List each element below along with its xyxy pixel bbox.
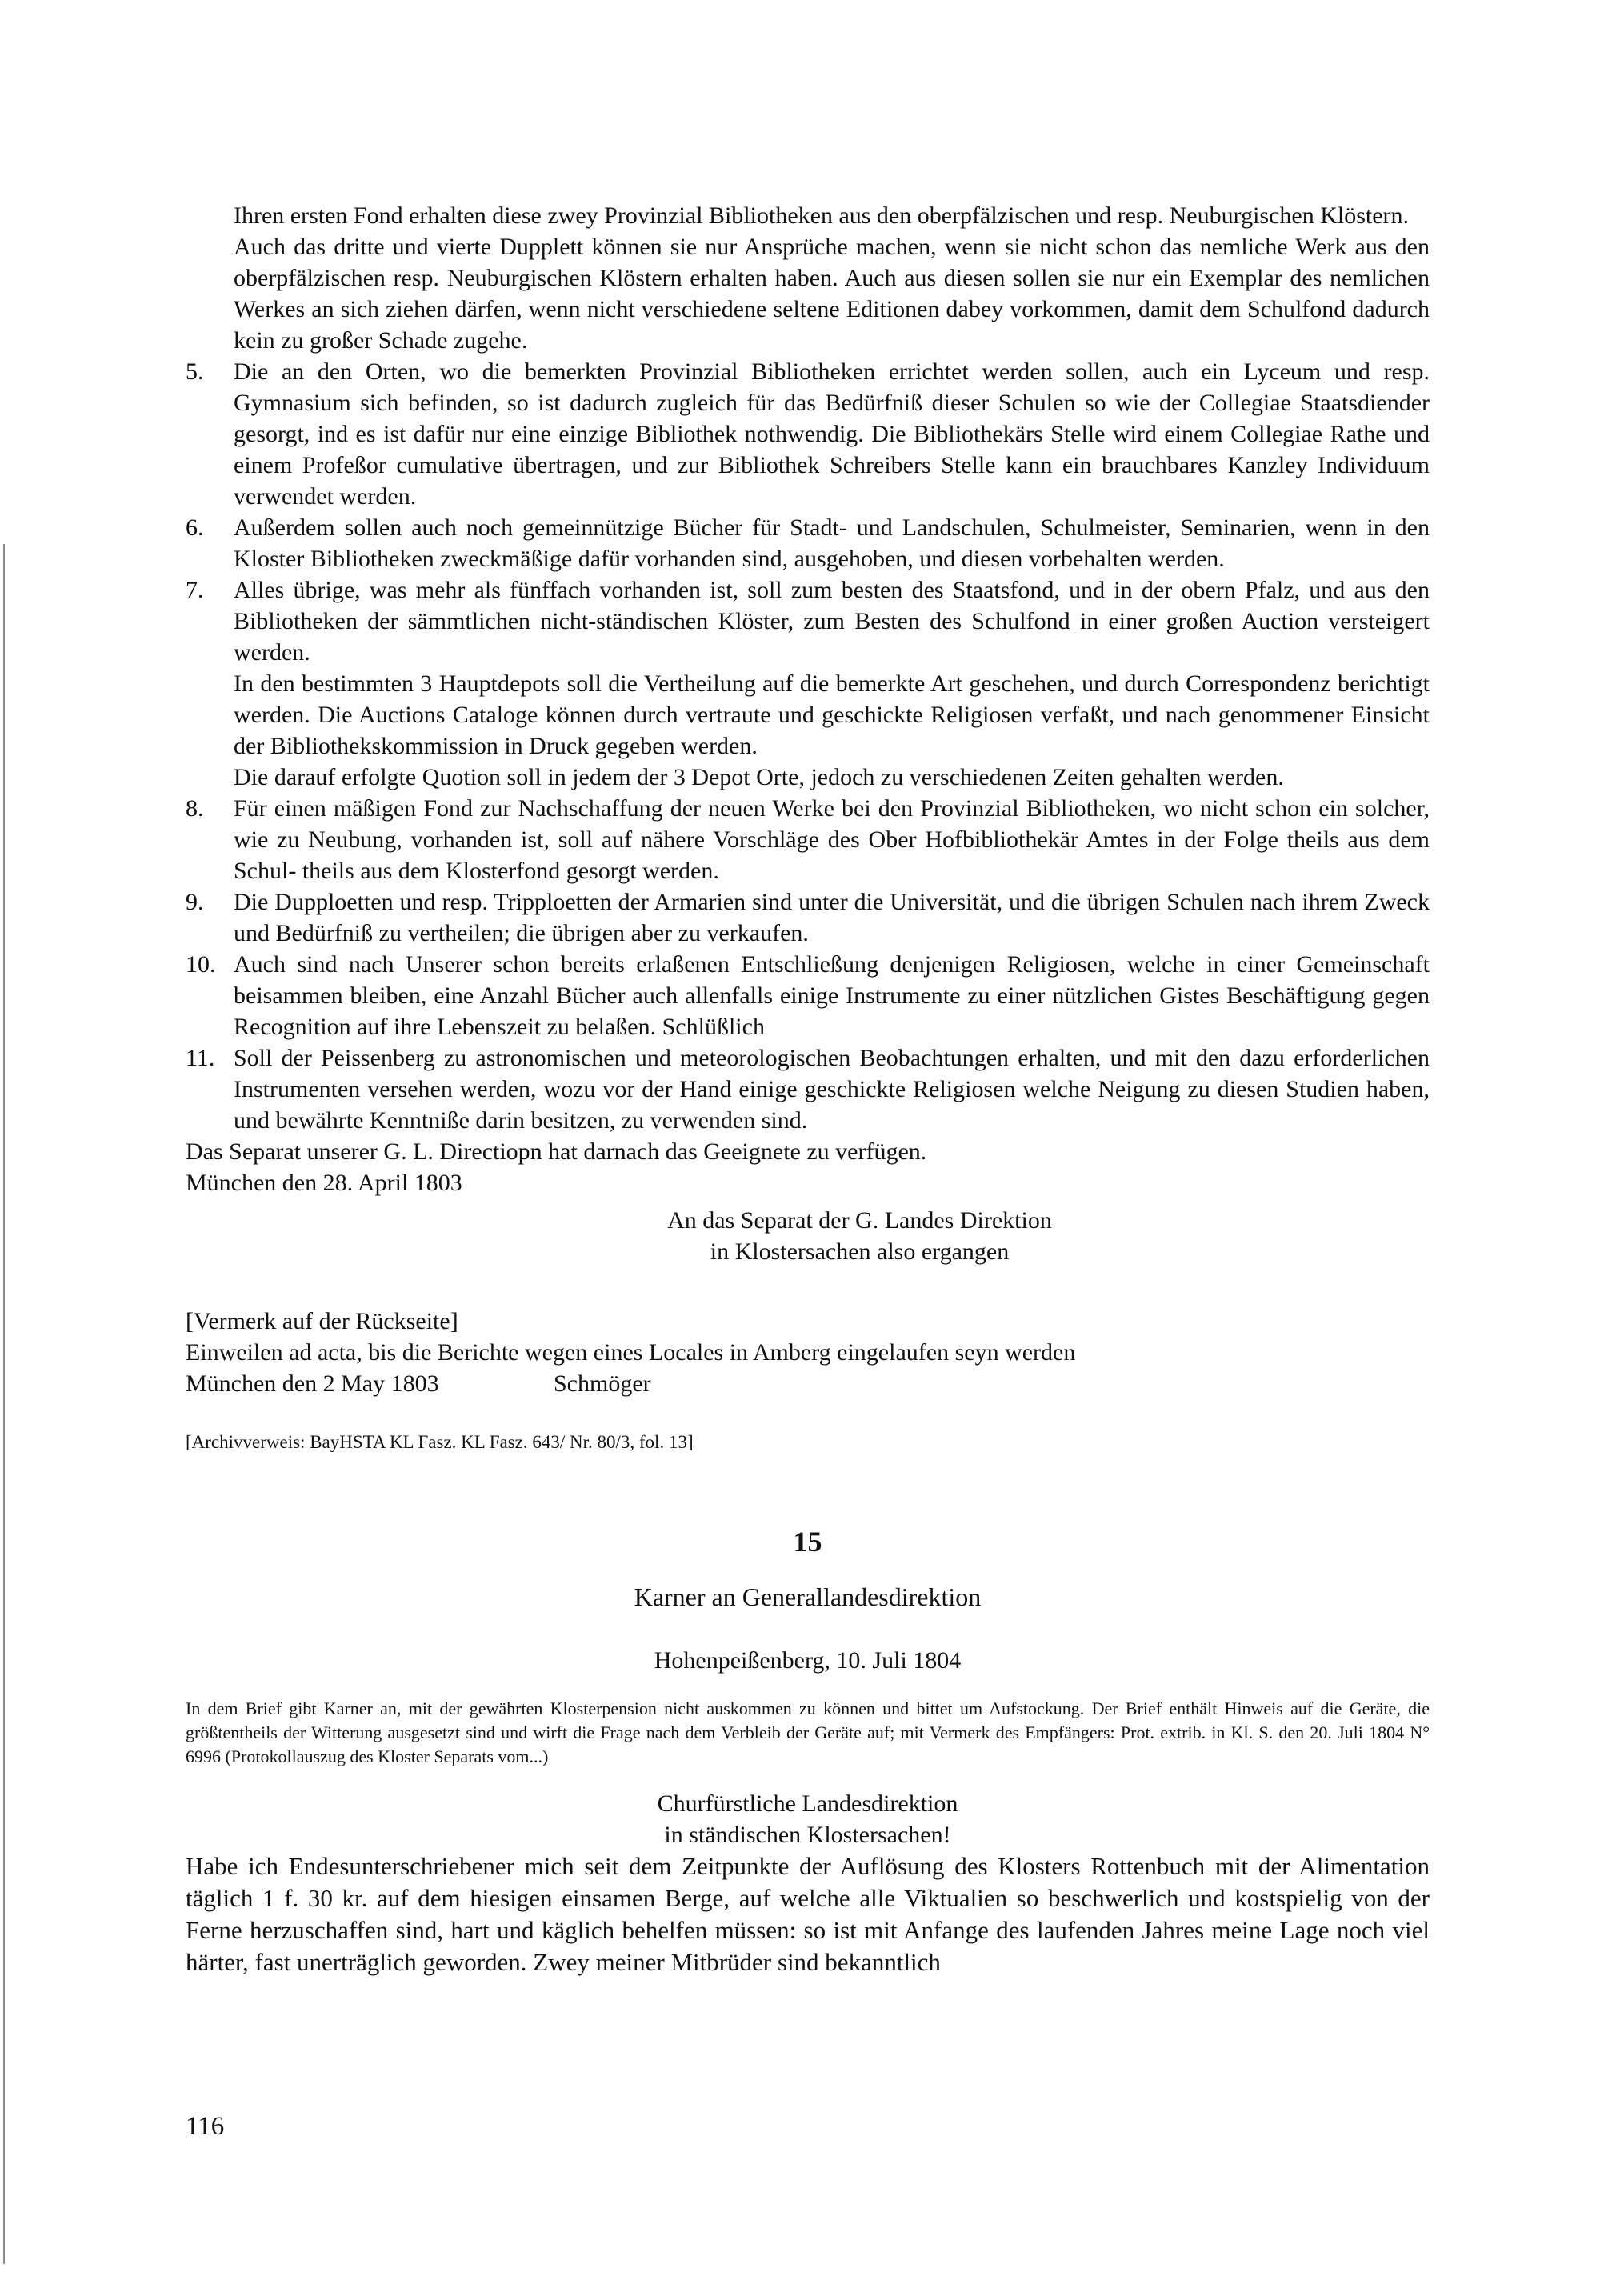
item-text: In den bestimmten 3 Hauptdepots soll die Vertheilung auf die bemerkte Art geschehen, und durch Correspondenz berichtigt werden. Die Auctions Cataloge können durch vertraute und geschickte Religiosen verfaßt, und nach genommener Einsicht der Bibliothekskommission in Druck gegeben werden. — [234, 670, 1430, 759]
verso-label: [Vermerk auf der Rückseite] — [186, 1308, 458, 1334]
list-item — [186, 356, 1430, 512]
verso-text: Einweilen ad acta, bis die Berichte wegen eines Locales in Amberg eingelaufen seyn werden — [186, 1339, 1076, 1366]
numbered-list — [186, 356, 1430, 1136]
closing-address — [186, 1205, 1430, 1267]
item-number: 7. — [186, 577, 204, 603]
item-text: Die Dupploetten und resp. Tripploetten der Armarien sind unter die Universität, und die übrigen Schulen nach ihrem Zweck und Bedürfniß zu vertheilen; die übrigen aber zu verkaufen. — [234, 889, 1430, 946]
verso-signature-row — [186, 1368, 1430, 1399]
item-text: Soll der Peissenberg zu astronomischen und meteorologischen Beobachtungen erhalten, und mit den dazu erforderlichen Instrumenten versehen werden, wozu vor der Hand einige geschickte Religiosen welche Neigung zu diesen Studien haben, und bewährte Kenntniße darin besitzen, zu verwenden sind. — [234, 1045, 1430, 1134]
letter-text: Habe ich Endesunterschriebener mich seit dem Zeitpunkte der Auflösung des Klosters Rottenbuch mit der Alimentation täglich 1 f. 30 kr. auf dem hiesigen einsamen Berge, auf welche alle Viktualien so beschwerlich und kostspielig von der Ferne herzuschaffen sind, hart und käglich behelfen müssen: so ist mit Anfange des laufenden Jahres meine Lage noch viel härter, fast unerträglich geworden. Zwey meiner Mitbrüder sind bekanntlich — [186, 1852, 1430, 1976]
item-text: Auch sind nach Unserer schon bereits erlaßenen Entschließung denjenigen Religiosen, welche in einer Gemeinschaft beisammen bleiben, eine Anzahl Bücher auch allenfalls einige Instrumente zu einer nützlichen Gistes Beschäftigung gegen Recognition auf ihre Lebenszeit zu belaßen. Schlüßlich — [234, 951, 1430, 1040]
item-text: Für einen mäßigen Fond zur Nachschaffung der neuen Werke bei den Provinzial Bibliotheken, wo nicht schon ein solcher, wie zu Neubung, vorhanden ist, soll auf nähere Vorschläge des Ober Hofbibliothekär Amtes in der Folge theils aus dem Schul- theils aus dem Klosterfond gesorgt werden. — [234, 795, 1430, 884]
closing-address-line: in Klostersachen also ergangen — [710, 1238, 1010, 1265]
closing-address-line: An das Separat der G. Landes Direktion — [667, 1207, 1052, 1234]
item-number: 8. — [186, 795, 204, 822]
item-number: 6. — [186, 514, 204, 541]
list-item — [186, 1042, 1430, 1136]
verso-date: München den 2 May 1803 — [186, 1370, 439, 1397]
item-text: Die darauf erfolgte Quotion soll in jedem der 3 Depot Orte, jedoch zu verschiedenen Zeiten gehalten werden. — [234, 764, 1284, 790]
list-item — [186, 949, 1430, 1042]
list-item — [186, 793, 1430, 886]
document-number: 15 — [793, 1526, 822, 1558]
item-number: 5. — [186, 358, 204, 385]
continuation-paragraph: Ihren ersten Fond erhalten diese zwey Provinzial Bibliotheken aus den oberpfälzischen und resp. Neuburgischen Klöstern. — [234, 202, 1410, 229]
item-number: 11. — [186, 1045, 215, 1071]
verso-note — [186, 1306, 1430, 1399]
continuation-paragraph: Auch das dritte und vierte Dupplett können sie nur Ansprüche machen, wenn sie nicht schon das nemliche Werk aus den oberpfälzischen resp. Neuburgischen Klöstern erhalten haben. Auch aus diesen sollen sie nur ein Exemplar des nemlichen Werkes an sich ziehen därfen, wenn nicht verschiedene seltene Editionen dabey vorkommen, damit dem Schulfond dadurch kein zu großer Schade zugehe. — [234, 234, 1430, 354]
item-text: Die an den Orten, wo die bemerkten Provinzial Bibliotheken errichtet werden sollen, auch ein Lyceum und resp. Gymnasium sich befinden, so ist dadurch zugleich für das Bedürfniß dieser Schulen so wie der Collegiae Staatsdiender gesorgt, ind es ist dafür nur eine einzige Bibliothek nothwendig. Die Bibliothekärs Stelle wird einem Collegiae Rathe und einem Profeßor cumulative übertragen, und zur Bibliothek Schreibers Stelle kann ein brauchbares Kanzley Individuum verwendet werden. — [234, 358, 1430, 510]
item-text: Alles übrige, was mehr als fünffach vorhanden ist, soll zum besten des Staatsfond, und in der obern Pfalz, und aus den Bibliotheken der sämmtlichen nicht-ständischen Klöster, zum Besten des Schulfond in einer großen Auction versteigert werden. — [234, 577, 1430, 666]
archive-reference: [Archivverweis: BayHSTA KL Fasz. KL Fasz. 643/ Nr. 80/3, fol. 13] — [186, 1432, 694, 1452]
list-item — [186, 886, 1430, 949]
document-place-date: Hohenpeißenberg, 10. Juli 1804 — [654, 1647, 962, 1674]
item-number: 10. — [186, 951, 216, 978]
document-summary: In dem Brief gibt Karner an, mit der gewährten Klosterpension nicht auskommen zu können und bittet um Aufstockung. Der Brief enthält Hinweis auf die Geräte, die größtentheils der Witterung ausgesetzt sind und wirft die Frage nach dem Verbleib der Geräte auf; mit Vermerk des Empfängers: Prot. extrib. in Kl. S. den 20. Juli 1804 N° 6996 (Protokollauszug des Kloster Separats vom...) — [186, 1698, 1430, 1766]
document-title: Karner an Generallandesdirektion — [634, 1582, 982, 1611]
continuation-block — [186, 200, 1430, 356]
letter-addressee — [186, 1788, 1430, 1850]
closing-instruction: Das Separat unserer G. L. Directiopn hat darnach das Geeignete zu verfügen. — [186, 1138, 927, 1165]
closing-date: München den 28. April 1803 — [186, 1170, 462, 1196]
scan-margin-line — [3, 544, 5, 2264]
page-number: 116 — [186, 2112, 225, 2141]
addressee-line: Churfürstliche Landesdirektion — [657, 1790, 958, 1817]
list-item — [186, 574, 1430, 793]
verso-signature: Schmöger — [554, 1370, 651, 1397]
list-item — [186, 512, 1430, 574]
item-text: Außerdem sollen auch noch gemeinnützige Bücher für Stadt- und Landschulen, Schulmeister, Seminarien, wenn in den Kloster Bibliotheken zweckmäßige dafür vorhanden sind, ausgehoben, und diesen vorbehalten werden. — [234, 514, 1430, 572]
item-number: 9. — [186, 889, 204, 915]
page-body — [186, 200, 1430, 1978]
addressee-line: in ständischen Klostersachen! — [664, 1822, 951, 1848]
